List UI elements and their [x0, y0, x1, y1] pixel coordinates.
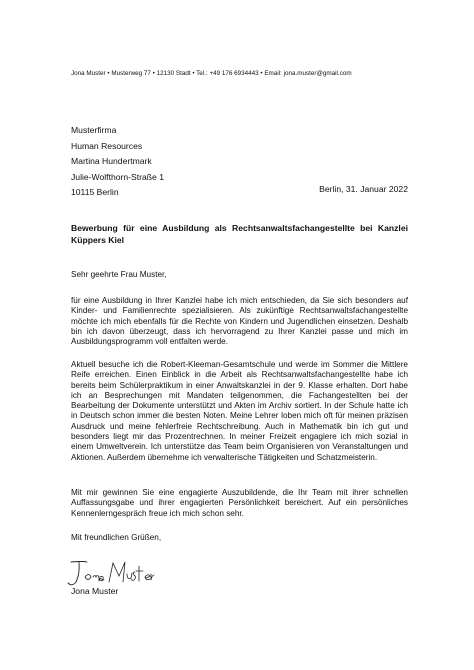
- sender-address-line: Jona Muster • Musterweg 77 • 12130 Stadt • Tel.: +49 176 6934443 • Email: jona.muster@gmail.com: [71, 70, 352, 77]
- recipient-contact: Martina Hundertmark: [71, 156, 152, 166]
- closing: Mit freundlichen Grüßen,: [71, 533, 162, 542]
- letter-date: Berlin, 31. Januar 2022: [319, 184, 408, 194]
- body-paragraph-2: Aktuell besuche ich die Robert-Kleeman-Gesamtschule und werde im Sommer die Mittlere Reife erreichen. Einen Einblick in die Arbeit als Rechtsanwaltsfachangestellte habe ich bereits beim Schülerpraktikum in einer Anwaltskanzlei in der 9. Klasse erhalten. Dort habe ich an Besprechungen mit Mandaten teilgenommen, die Fachangestellten bei der Bearbeitung der Dokumente unterstützt und Akten im Archiv sortiert. In der Schule hatte ich in Deutsch schon immer die besten Noten. Meine Lehrer loben mich oft für meinen präzisen Ausdruck und meine fehlerfreie Rechtschreibung. Auch in Mathematik bin ich gut und besonders liegt mir das Prozentrechnen. In meiner Freizeit engagiere ich mich sozial in einem Umweltverein. Ich unterstütze das Team beim Organisieren von Veranstaltungen und Aktionen. Außerdem übernehme ich verwalterische Tätigkeiten und Schatzmeisterin.: [71, 360, 408, 462]
- recipient-address-block: [71, 123, 164, 201]
- handwritten-signature: [65, 558, 155, 588]
- letter-subject: Bewerbung für eine Ausbildung als Rechtsanwaltsfachangestellte bei Kanzlei Küppers Kiel: [71, 223, 408, 245]
- recipient-city: 10115 Berlin: [71, 187, 119, 197]
- recipient-department: Human Resources: [71, 140, 143, 151]
- body-paragraph-1: für eine Ausbildung in Ihrer Kanzlei habe ich mich entschieden, da Sie sich besonders auf Kinder- und Familienrechte spezialisieren. Als zukünftige Rechtsanwaltsfachangestellte möchte ich mich ebenfalls für die Rechte von Kindern und Jugendlichen einsetzen. Deshalb bin ich davon überzeugt, dass ich hervorragend zu Ihrer Kanzlei passe und mich im Ausbildungsprogramm voll entfalten werde.: [71, 296, 408, 347]
- recipient-street: Julie-Wolfthorn-Straße 1: [71, 171, 164, 182]
- body-paragraph-3: Mit mir gewinnen Sie eine engagierte Auszubildende, die Ihr Team mit ihrer schnellen Auffassungsgabe und ihrer engagierten Persönlichkeit bereichert. Auf ein persönliches Kennenlerngespräch freue ich mich schon sehr.: [71, 488, 408, 518]
- recipient-company: Musterfirma: [71, 125, 117, 135]
- signature-name: Jona Muster: [71, 586, 119, 596]
- salutation: Sehr geehrte Frau Muster,: [71, 270, 167, 279]
